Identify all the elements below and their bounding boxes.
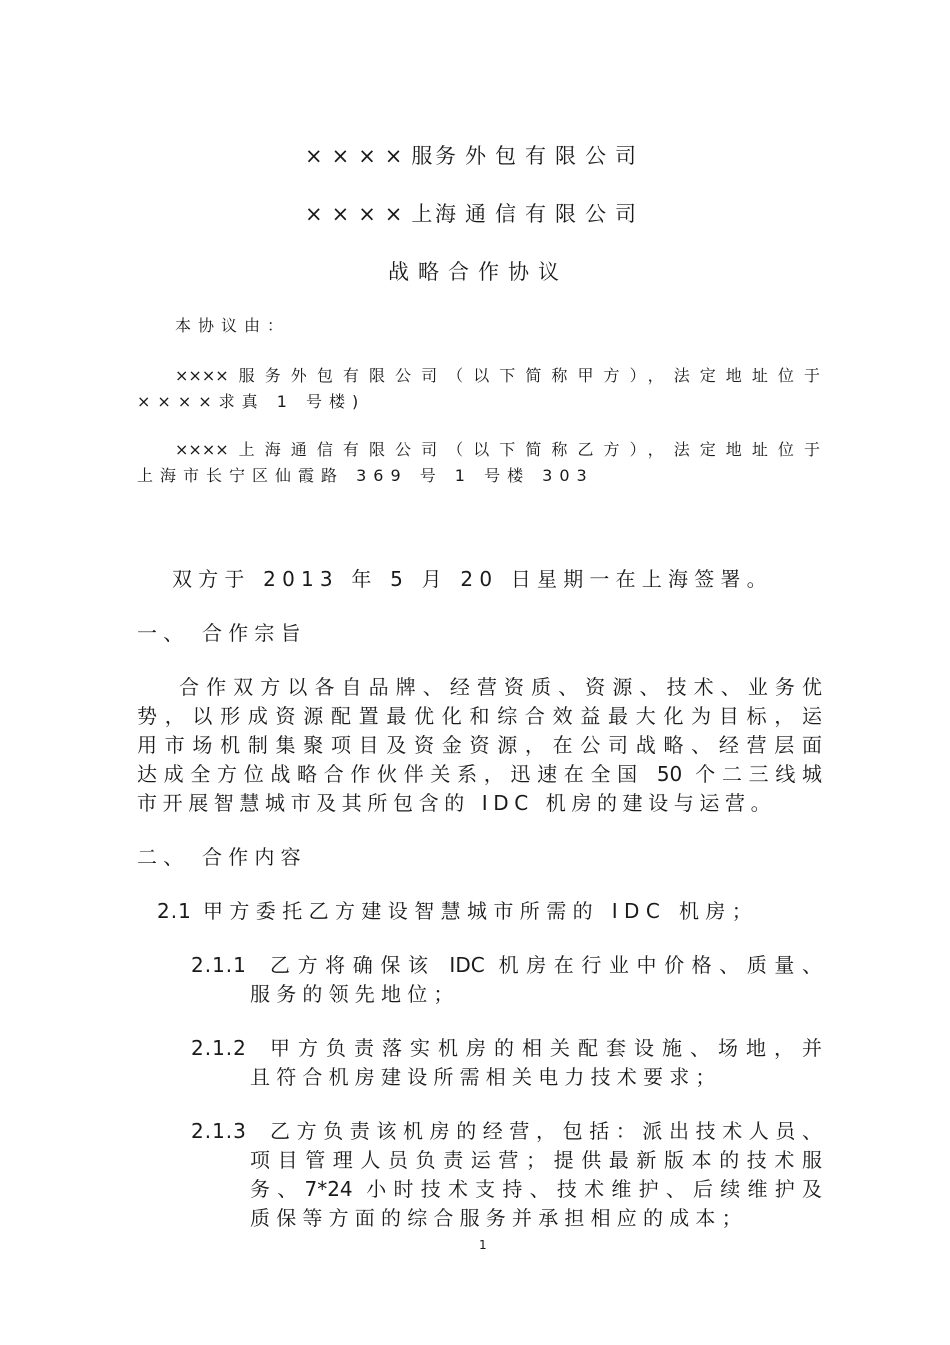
section1-line: 合作双方以各自品牌、经营资质、资源、技术、业务优 bbox=[179, 675, 822, 699]
document-title: 战略合作协议 bbox=[388, 260, 568, 284]
item-2-1-3-line: 质保等方面的综合服务并承担相应的成本； bbox=[250, 1206, 748, 1230]
page-number: 1 bbox=[479, 1238, 487, 1252]
party-b-intro-line1: ××××上海通信有限公司（以下简称乙方），法定地址位于 bbox=[175, 440, 820, 459]
section1-line: 势，以形成资源配置最优化和综合效益最大化为目标，运 bbox=[137, 704, 822, 728]
item-2-1-number: 2.1 bbox=[157, 899, 192, 923]
party-a-title-part2: 务外包有限公司 bbox=[435, 144, 645, 168]
intro-by: 本协议由： bbox=[175, 316, 291, 335]
signing-statement: 双方于 2013 年 5 月 20 日星期一在上海签署。 bbox=[172, 567, 773, 591]
party-b-title-part1: ××××上 bbox=[305, 202, 442, 226]
item-2-1-1-line: 乙方将确保该 IDC 机房在行业中价格、质量、 bbox=[270, 953, 822, 977]
item-2-1-2-line: 且符合机房建设所需相关电力技术要求； bbox=[250, 1065, 722, 1089]
section1-heading: 一、 合作宗旨 bbox=[137, 621, 307, 645]
item-2-1-text: 甲方委托乙方建设智慧城市所需的 IDC 机房； bbox=[203, 899, 759, 923]
party-a-intro-line2: ××××求真 1 号楼) bbox=[137, 392, 366, 411]
item-2-1-3-line: 乙方负责该机房的经营，包括：派出技术人员、 bbox=[270, 1119, 822, 1143]
section1-line: 用市场机制集聚项目及资金资源，在公司战略、经营层面 bbox=[137, 733, 822, 757]
section1-line: 市开展智慧城市及其所包含的 IDC 机房的建设与运营。 bbox=[137, 791, 777, 815]
item-2-1-3-number: 2.1.3 bbox=[191, 1119, 247, 1143]
party-b-intro-line2: 上海市长宁区仙霞路 369 号 1 号楼 303 bbox=[137, 466, 594, 485]
party-b-title-part2: 海通信有限公司 bbox=[435, 202, 645, 226]
party-a-title-part1: ××××服 bbox=[305, 144, 442, 168]
item-2-1-2-line: 甲方负责落实机房的相关配套设施、场地，并 bbox=[270, 1036, 822, 1060]
section2-heading: 二、 合作内容 bbox=[137, 845, 307, 869]
party-a-intro-line1: ××××服务外包有限公司（以下简称甲方），法定地址位于 bbox=[175, 366, 820, 385]
item-2-1-2-number: 2.1.2 bbox=[191, 1036, 247, 1060]
section1-line: 达成全方位战略合作伙伴关系，迅速在全国 50 个二三线城 bbox=[137, 762, 822, 786]
item-2-1-1-line: 服务的领先地位； bbox=[250, 982, 460, 1006]
item-2-1-3-line: 项目管理人员负责运营；提供最新版本的技术服 bbox=[250, 1148, 822, 1172]
item-2-1-3-line: 务、7*24 小时技术支持、技术维护、后续维护及 bbox=[250, 1177, 822, 1201]
item-2-1-1-number: 2.1.1 bbox=[191, 953, 247, 977]
